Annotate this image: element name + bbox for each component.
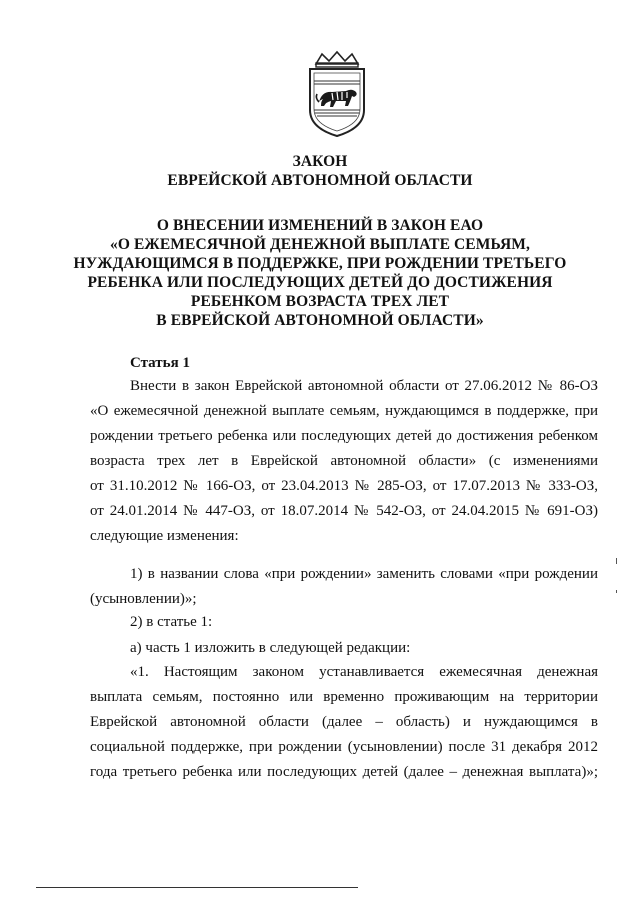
text-line: а) часть 1 изложить в следующей редакции:: [130, 640, 411, 656]
paragraph-1: [90, 374, 598, 549]
text-line: 1) в названии слова «при рождении» заменить словами «при рождении: [130, 566, 598, 582]
paragraph-4: [90, 636, 598, 661]
amendment-title-line: В ЕВРЕЙСКОЙ АВТОНОМНОЙ ОБЛАСТИ»: [156, 312, 484, 329]
amendment-title-line: «О ЕЖЕМЕСЯЧНОЙ ДЕНЕЖНОЙ ВЫПЛАТЕ СЕМЬЯМ,: [110, 236, 530, 253]
text-line: года третьего ребенка или последующих детей (далее – денежная выплата)»;: [90, 764, 598, 780]
text-line: Еврейской автономной области (далее – область) и нуждающимся в: [90, 714, 598, 730]
scan-mark: [616, 590, 617, 593]
law-title-line: ЗАКОН: [292, 153, 348, 170]
law-title: [40, 152, 600, 190]
scan-mark: [616, 558, 617, 564]
text-line: «1. Настоящим законом устанавливается ежемесячная денежная: [130, 664, 598, 680]
text-line: «О ежемесячной денежной выплате семьям, нуждающимся в поддержке, при: [90, 403, 598, 419]
law-title-line: ЕВРЕЙСКОЙ АВТОНОМНОЙ ОБЛАСТИ: [167, 172, 473, 189]
text-line: следующие изменения:: [90, 528, 239, 544]
text-line: (усыновлении)»;: [90, 591, 197, 607]
text-line: рождении третьего ребенка или последующих детей до достижения ребенком: [90, 428, 598, 444]
paragraph-2: [90, 562, 598, 612]
text-line: социальной поддержке, при рождении (усыновлении) после 31 декабря 2012: [90, 739, 598, 755]
text-line: 2) в статье 1:: [130, 614, 213, 630]
text-line: Внести в закон Еврейской автономной области от 27.06.2012 № 86-ОЗ: [130, 378, 598, 394]
text-line: выплата семьям, постоянно или временно проживающим на территории: [90, 689, 598, 705]
coat-of-arms-icon: [302, 50, 372, 138]
amendment-title-line: О ВНЕСЕНИИ ИЗМЕНЕНИЙ В ЗАКОН ЕАО: [156, 217, 484, 234]
footer-rule: [36, 887, 358, 888]
amendment-title-line: РЕБЕНКА ИЛИ ПОСЛЕДУЮЩИХ ДЕТЕЙ ДО ДОСТИЖЕНИЯ: [87, 274, 553, 291]
text-line: от 24.01.2014 № 447-ОЗ, от 18.07.2014 № 542-ОЗ, от 24.04.2015 № 691-ОЗ): [90, 503, 598, 519]
text-line: от 31.10.2012 № 166-ОЗ, от 23.04.2013 № 285-ОЗ, от 17.07.2013 № 333-ОЗ,: [90, 478, 598, 494]
amendment-title: [40, 216, 600, 330]
article-heading: Статья 1: [130, 355, 190, 371]
paragraph-3: [90, 610, 598, 635]
amendment-title-line: РЕБЕНКОМ ВОЗРАСТА ТРЕХ ЛЕТ: [190, 293, 450, 310]
paragraph-5: [90, 660, 598, 785]
text-line: возраста трех лет в Еврейской автономной области» (с изменениями: [90, 453, 598, 469]
amendment-title-line: НУЖДАЮЩИМСЯ В ПОДДЕРЖКЕ, ПРИ РОЖДЕНИИ ТРЕТЬЕГО: [73, 255, 567, 272]
